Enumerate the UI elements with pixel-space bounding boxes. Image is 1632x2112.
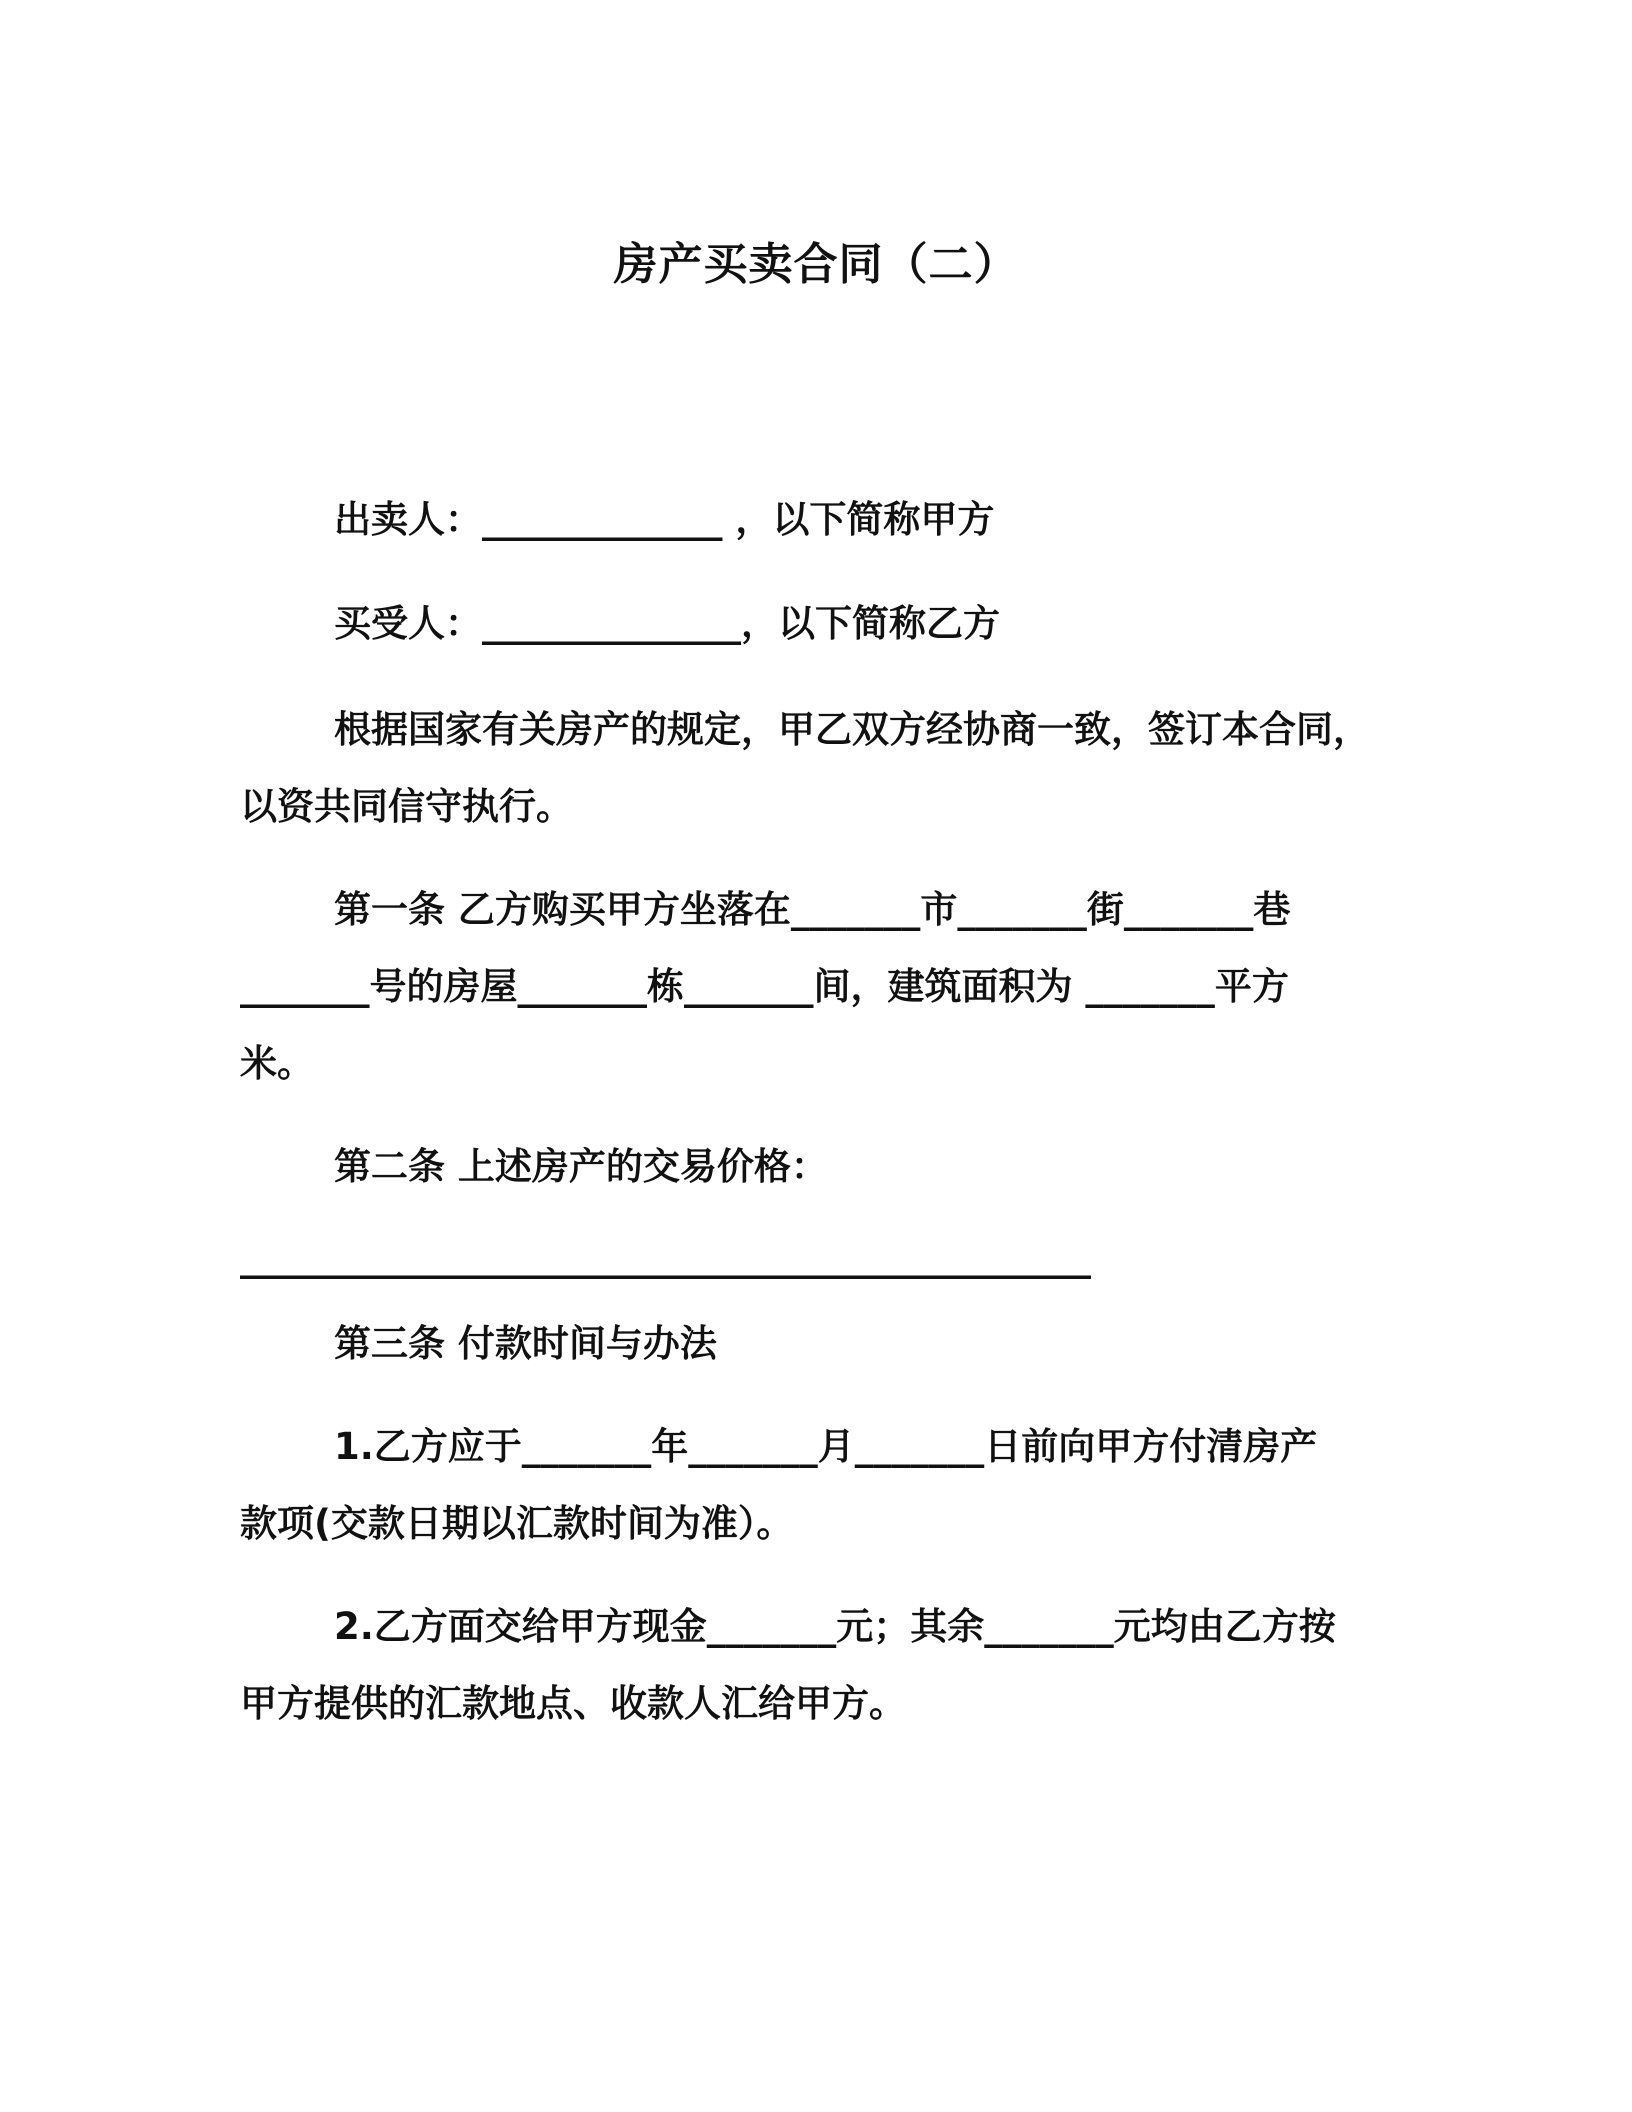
article-one-line-2: _______号的房屋_______栋_______间，建筑面积为 _______平方 (240, 965, 1289, 1008)
preamble-line-2: 以资共同信守执行。 (240, 785, 573, 828)
payment-clause-1-line-2: 款项(交款日期以汇款时间为准）。 (240, 1502, 794, 1545)
article-two-line: 第二条 上述房产的交易价格： (334, 1145, 828, 1188)
payment-clause-2-line-1: 2.乙方面交给甲方现金_______元；其余_______元均由乙方按 (334, 1605, 1336, 1648)
preamble-line-1: 根据国家有关房产的规定，甲乙双方经协商一致，签订本合同， (334, 708, 1370, 751)
article-one-line-1: 第一条 乙方购买甲方坐落在_______市_______街_______巷 (334, 888, 1291, 931)
price-blank-line: ______________________________________________ (240, 1236, 1091, 1279)
article-three-heading: 第三条 付款时间与办法 (334, 1322, 717, 1365)
payment-clause-1-line-1: 1.乙方应于_______年_______月_______日前向甲方付清房产 (334, 1425, 1318, 1468)
document-title: 房产买卖合同（二） (613, 239, 1019, 290)
article-one-line-3: 米。 (240, 1042, 314, 1085)
buyer-line: 买受人：______________，以下简称乙方 (334, 602, 1000, 645)
seller-line: 出卖人：_____________ ，以下简称甲方 (334, 498, 995, 541)
payment-clause-2-line-2: 甲方提供的汇款地点、收款人汇给甲方。 (240, 1682, 906, 1725)
